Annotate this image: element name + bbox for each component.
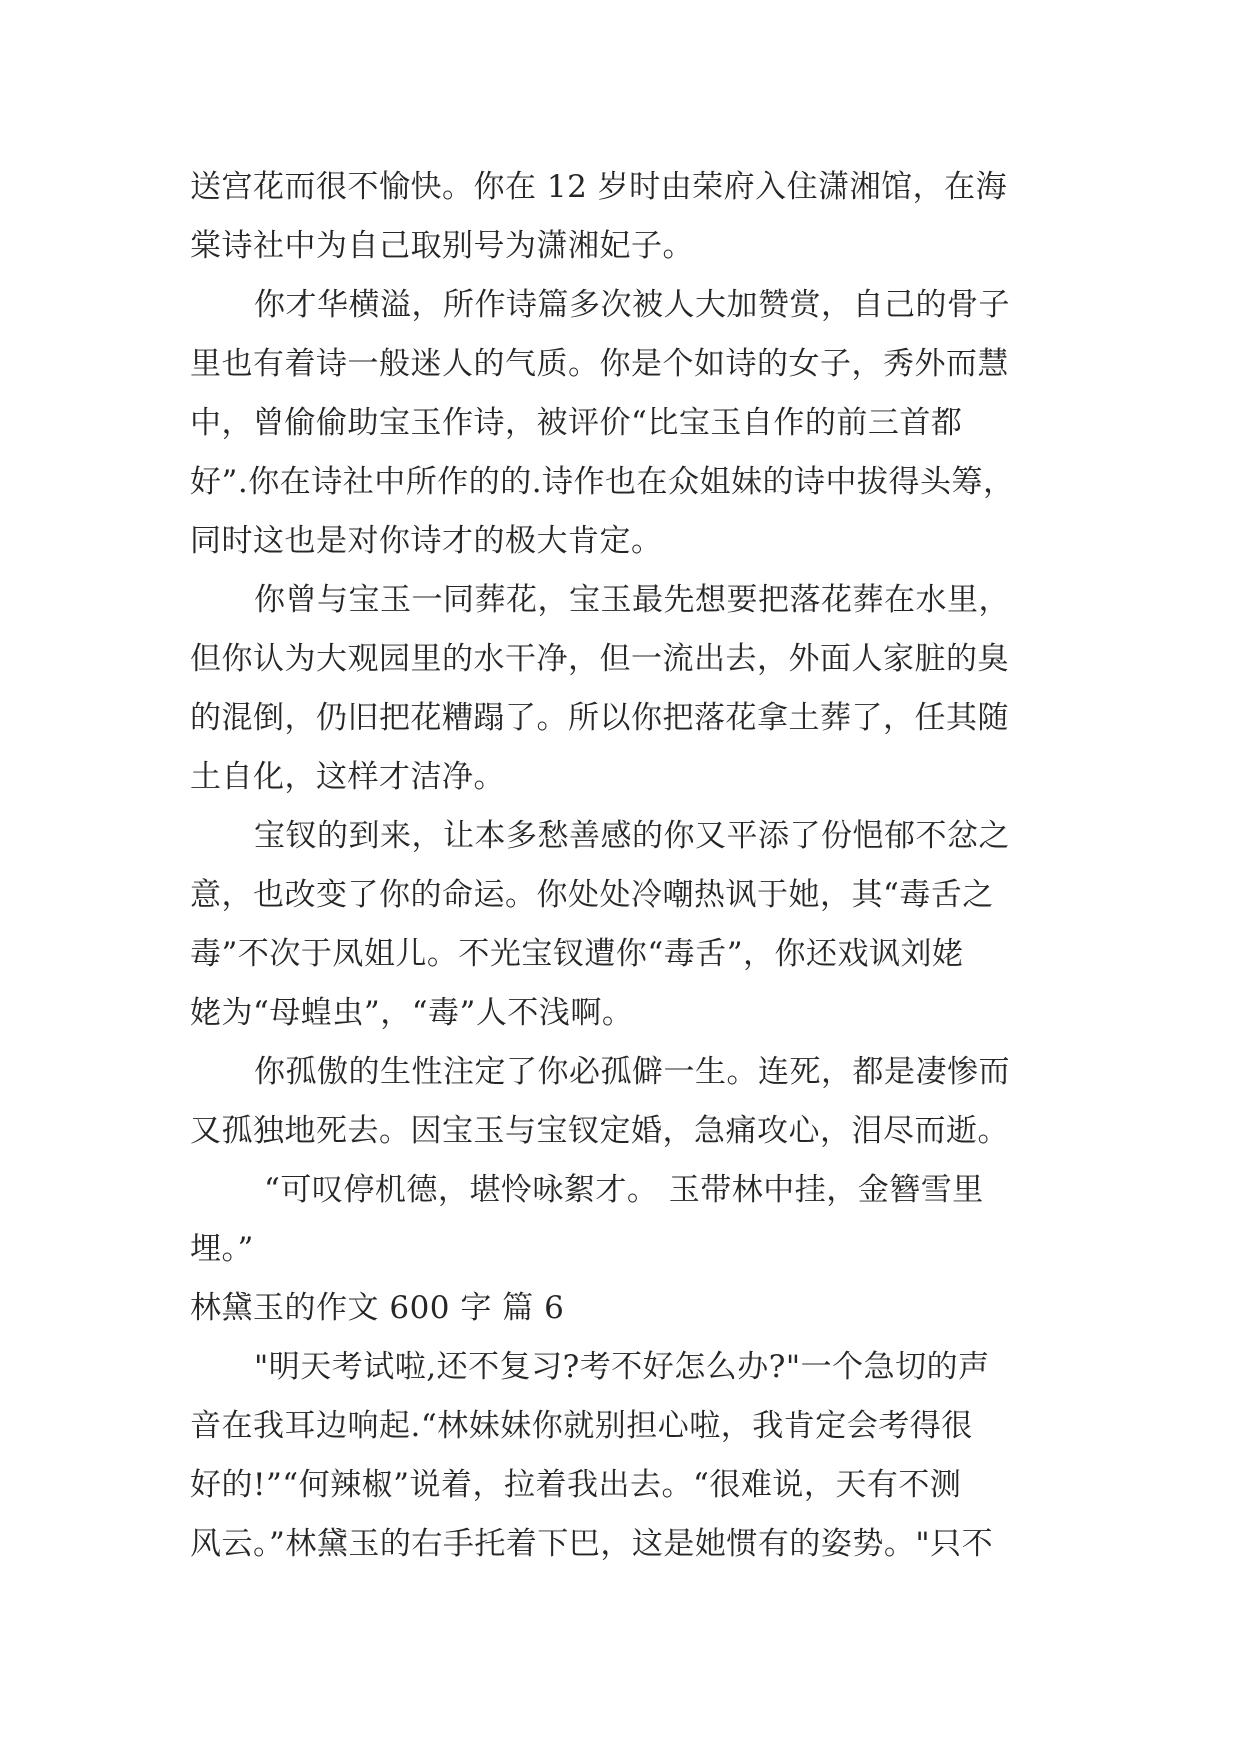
text-line: 里也有着诗一般迷人的气质。你是个如诗的女子，秀外而慧: [190, 346, 1009, 382]
paragraph-start-line: 你曾与宝玉一同葬花，宝玉最先想要把落花葬在水里，: [254, 582, 1010, 618]
text-line: 同时这也是对你诗才的极大肯定。: [190, 523, 663, 559]
text-line: 毒”不次于凤姐儿。不光宝钗遭你“毒舌”，你还戏讽刘姥: [190, 936, 964, 972]
text-line: 又孤独地死去。因宝玉与宝钗定婚，急痛攻心，泪尽而逝。: [190, 1113, 1009, 1149]
text-line: 好”.你在诗社中所作的的.诗作也在众姐妹的诗中拔得头筹，: [190, 464, 1015, 500]
text-line: 音在我耳边响起.“林妹妹你就别担心啦，我肯定会考得很: [190, 1408, 973, 1444]
text-line: 中，曾偷偷助宝玉作诗，被评价“比宝玉自作的前三首都: [190, 405, 963, 441]
text-line: 但你认为大观园里的水干净，但一流出去，外面人家脏的臭: [190, 641, 1009, 677]
text-line: 风云。”林黛玉的右手托着下巴，这是她惯有的姿势。"只不: [190, 1526, 994, 1562]
text-line: 送宫花而很不愉快。你在 12 岁时由荣府入住潇湘馆，在海: [190, 169, 1008, 205]
text-line: 好的!”“何辣椒”说着，拉着我出去。“很难说，天有不测: [190, 1467, 962, 1503]
paragraph-start-line: 你孤傲的生性注定了你必孤僻一生。连死，都是凄惨而: [254, 1054, 1010, 1090]
text-line: 的混倒，仍旧把花糟蹋了。所以你把落花拿土葬了，任其随: [190, 700, 1009, 736]
paragraph-start-line: 你才华横溢，所作诗篇多次被人大加赞赏，自己的骨子: [254, 287, 1010, 323]
section-heading: 林黛玉的作文 600 字 篇 6: [190, 1290, 565, 1326]
paragraph-start-line: 宝钗的到来，让本多愁善感的你又平添了份悒郁不忿之: [254, 818, 1010, 854]
text-line: 棠诗社中为自己取别号为潇湘妃子。: [190, 228, 694, 264]
text-line: 土自化，这样才洁净。: [190, 759, 505, 795]
text-line: 意，也改变了你的命运。你处处冷嘲热讽于她，其“毒舌之: [190, 877, 994, 913]
document-body: [190, 158, 1070, 1574]
text-line: 埋。”: [190, 1231, 254, 1267]
text-line: 姥为“母蝗虫”，“毒”人不浅啊。: [190, 995, 634, 1031]
paragraph-start-line: "明天考试啦,还不复习?考不好怎么办?"一个急切的声: [254, 1349, 990, 1385]
quote-line: “可叹停机德，堪怜咏絮才。 玉带林中挂，金簪雪里: [264, 1172, 984, 1208]
